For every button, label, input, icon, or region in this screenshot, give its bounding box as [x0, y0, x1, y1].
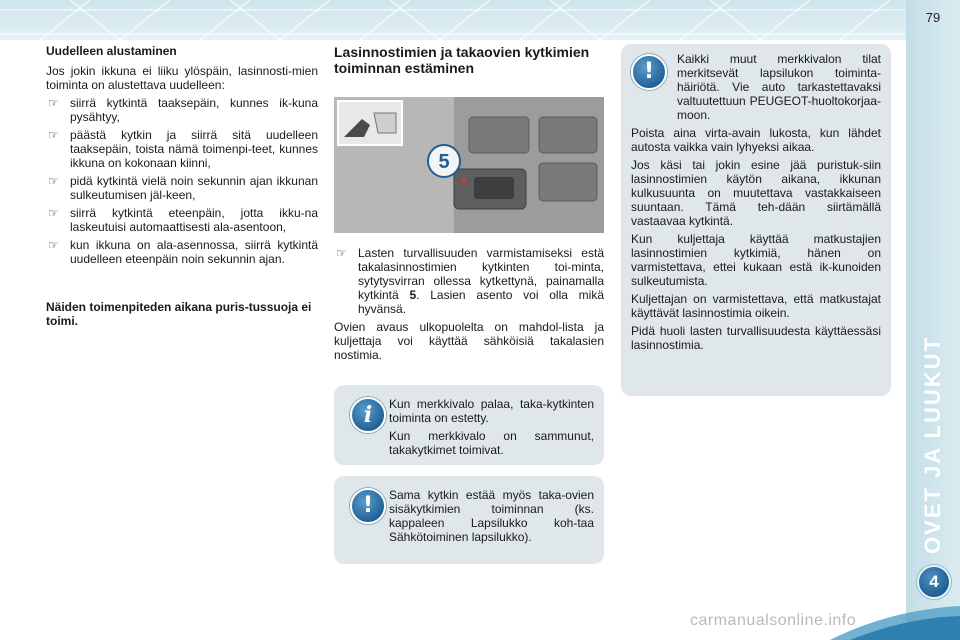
- warning-icon: !: [631, 54, 667, 90]
- anti-pinch-warning: Näiden toimenpiteden aikana puris-tussuoja ei toimi.: [46, 300, 312, 328]
- middle-text: [334, 246, 604, 366]
- warning-text: Sama kytkin estää myös taka-ovien sisäkytkimien toiminnan (ks. kappaleen Lapsilukko koh-taa Sähkötoiminen lapsilukko).: [389, 488, 594, 544]
- bullet-arrow-icon: ☞: [48, 174, 59, 188]
- paragraph: Kuljettajan on varmistettava, että matkustajat käyttävät lasinnostimia oikein.: [631, 292, 881, 320]
- bullet-arrow-icon: ☞: [48, 238, 59, 252]
- safety-warning-box: [621, 44, 891, 396]
- callout-number: 5: [438, 151, 450, 173]
- bullet-arrow-icon: ☞: [48, 96, 59, 110]
- left-column: [46, 44, 318, 334]
- chapter-title-vertical: [907, 336, 959, 554]
- watermark: carmanualsonline.info: [690, 612, 857, 629]
- paragraph: Poista aina virta-avain lukosta, kun lähdet autosta vaikka vain lyhyeksi aikaa.: [631, 126, 881, 154]
- info-text: [389, 397, 594, 461]
- reset-heading: Uudelleen alustaminen: [46, 44, 177, 58]
- list-item: ☞ kun ikkuna on ala-asennossa, siirrä kytkintä uudelleen eteenpäin noin sekunnin ajan.: [48, 238, 318, 266]
- paragraph: Pidä huoli lasten turvallisuudesta käyttäessäsi lasinnostimia.: [631, 324, 881, 352]
- list-item: ☞ päästä kytkin ja siirrä sitä uudelleen taaksepäin, toista nämä toimenpi-teet, kunnes ikkuna on kokonaan kiinni,: [48, 128, 318, 170]
- bullet-arrow-icon: ☞: [336, 246, 347, 260]
- page-number: 79: [925, 10, 941, 25]
- middle-column-title: [334, 44, 604, 76]
- door-switch-illustration: [334, 97, 604, 233]
- list-item: ☞ siirrä kytkintä taaksepäin, kunnes ik-kuna pysähtyy,: [48, 96, 318, 124]
- bullet-arrow-icon: ☞: [48, 206, 59, 220]
- list-item: ☞ pidä kytkintä vielä noin sekunnin ajan ikkunan sulkeutumisen jäl-keen,: [48, 174, 318, 202]
- section-title: Lasinnostimien ja takaovien kytkimien toiminnan estäminen: [334, 44, 590, 76]
- info-box: [334, 385, 604, 465]
- indicator-on-text: Kun merkkivalo palaa, taka-kytkinten toiminta on estetty.: [389, 397, 594, 425]
- chapter-number-badge: 4: [917, 565, 951, 599]
- reset-steps-list: [46, 96, 318, 266]
- malfunction-note: Kaikki muut merkkivalon tilat merkitsevät lapsilukon toiminta-häiriötä. Vie auto tarkastettavaksi valtuutettuun PEUGEOT-huoltokorjaa-moon.: [677, 52, 881, 122]
- switch-photo: [334, 97, 604, 233]
- paragraph: Jos käsi tai jokin esine jää puristuk-siin lasinnostimien käytön aikana, ikkunan kulkusuunta on muutettava vastakkaiseen suuntaan. Tämä teh-dään siirtämällä vastaavaa kytkintä.: [631, 158, 881, 228]
- warning-icon: !: [350, 488, 386, 524]
- paragraph: Kun kuljettaja käyttää matkustajien lasinnostimien kytkimiä, hänen on varmistettava, ettei kukaan estä ik-kunoiden sulkeutumista.: [631, 232, 881, 288]
- outside-opening-note: Ovien avaus ulkopuolelta on mahdol-lista ja kuljettaja voi käyttää sähköisiä takalasien nostimia.: [334, 320, 604, 362]
- chapter-title-text: OVET JA LUUKUT: [920, 336, 946, 554]
- bullet-arrow-icon: ☞: [48, 128, 59, 142]
- reset-intro: Jos jokin ikkuna ei liiku ylöspäin, lasinnosti-mien toiminta on alustettava uudelleen:: [46, 64, 318, 92]
- header-band: [0, 0, 906, 40]
- lock-instruction-list: [334, 246, 604, 316]
- safety-content: [631, 52, 881, 356]
- warning-box: [334, 476, 604, 564]
- indicator-off-text: Kun merkkivalo on sammunut, takakytkimet toimivat.: [389, 429, 594, 457]
- list-item: ☞ Lasten turvallisuuden varmistamiseksi estä takalasinnostimien kytkinten toi-minta, sytytysvirran ollessa kytkettynä, painamalla kytkintä 5. Lasien asento voi olla mikä hyvänsä.: [336, 246, 605, 316]
- header-decoration: [0, 0, 906, 40]
- list-item: ☞ siirrä kytkintä eteenpäin, jotta ikku-na laskeutuisi automaattisesti ala-asentoon,: [48, 206, 318, 234]
- info-icon: i: [350, 397, 386, 433]
